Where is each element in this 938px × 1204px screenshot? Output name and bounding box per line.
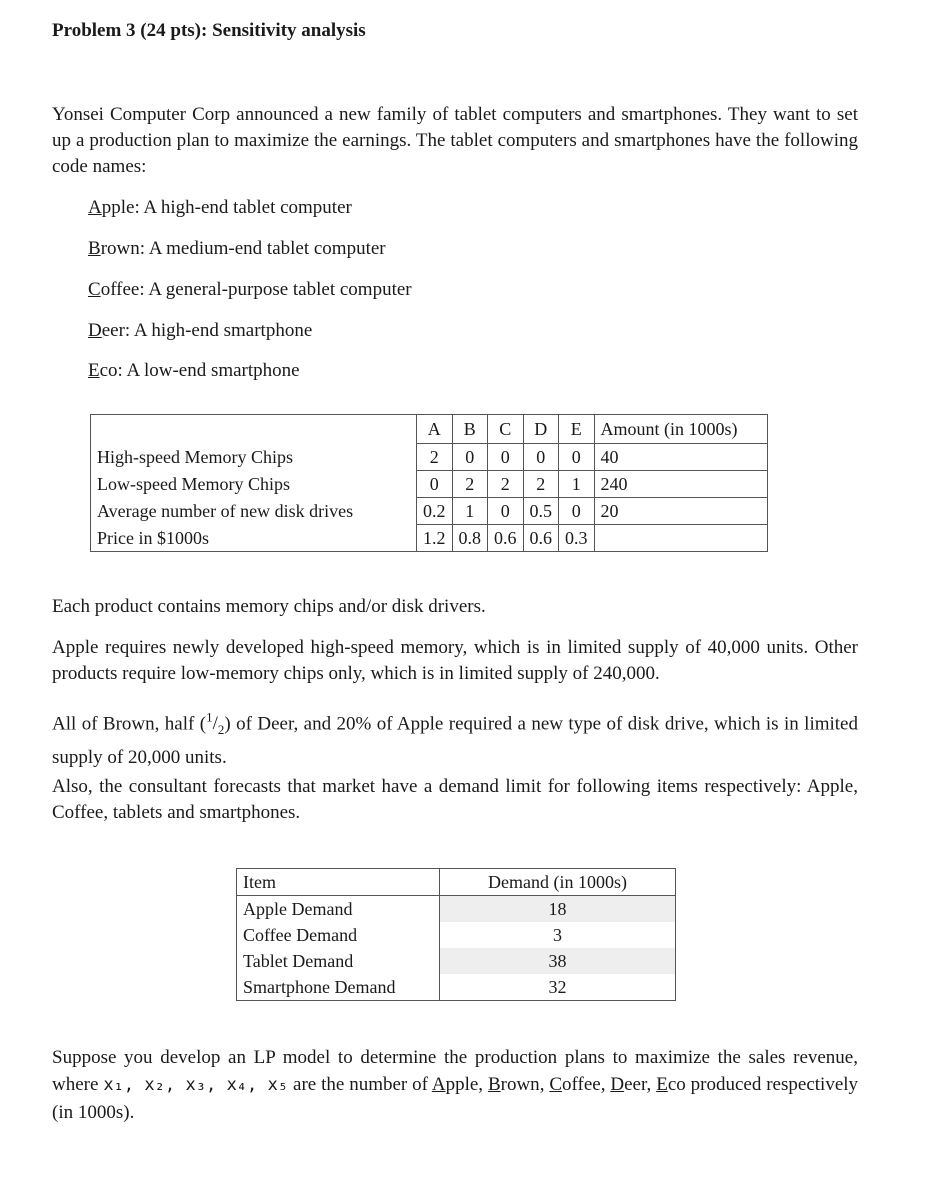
name-rest: eer — [624, 1074, 647, 1095]
cell: 2 — [417, 444, 453, 471]
table-row — [91, 525, 768, 552]
table-row — [237, 896, 676, 923]
row-label: Price in $1000s — [91, 525, 417, 552]
text-segment: ) of Deer, and 20% of Apple required a new type of disk drive, which is in limited supply of 20,000 units. — [52, 713, 858, 769]
fraction-denominator: 2 — [217, 722, 225, 738]
paragraph-demand: Also, the consultant forecasts that market have a demand limit for following items respectively: Apple, Coffee, tablets and smartphones. — [52, 776, 858, 823]
col-header: B — [452, 415, 488, 444]
product-initial: E — [88, 360, 100, 381]
half-fraction — [206, 710, 225, 738]
table-row — [91, 471, 768, 498]
product-eco — [88, 360, 300, 382]
paragraph-disk-drives — [52, 704, 858, 772]
row-label: Low-speed Memory Chips — [91, 471, 417, 498]
col-header: E — [559, 415, 595, 444]
text-segment: Suppose you develop an LP model to determine the production plans to maximize the sales revenue, where — [52, 1047, 858, 1095]
cell: 0.8 — [452, 525, 488, 552]
demand-cell: 18 — [440, 896, 676, 923]
cell: 0.3 — [559, 525, 595, 552]
demand-cell: 3 — [440, 922, 676, 948]
cell: 1 — [559, 471, 595, 498]
name-rest: offee — [562, 1074, 601, 1095]
table-row — [91, 498, 768, 525]
item-cell: Tablet Demand — [237, 948, 440, 974]
cell: 0.6 — [523, 525, 559, 552]
text-segment: produced respectively (in 1000s). — [52, 1074, 859, 1123]
col-header: C — [488, 415, 524, 444]
product-initial: D — [88, 320, 102, 341]
cell: 0 — [559, 498, 595, 525]
cell: 0 — [559, 444, 595, 471]
product-brown — [88, 238, 386, 260]
product-coffee — [88, 279, 412, 301]
row-label: Average number of new disk drives — [91, 498, 417, 525]
name-initial: B — [487, 1074, 501, 1095]
fraction-slash: / — [212, 713, 218, 735]
table-header-row — [237, 869, 676, 896]
decision-variables: x₁, x₂, x₃, x₄, x₅ — [103, 1075, 289, 1095]
fraction-numerator: 1 — [206, 710, 213, 725]
name-initial: C — [549, 1074, 563, 1095]
table-row — [91, 444, 768, 471]
cell: 0 — [488, 498, 524, 525]
cell: 1 — [452, 498, 488, 525]
amount-cell: 40 — [594, 444, 767, 471]
name-rest: pple — [445, 1074, 479, 1095]
col-header: Amount (in 1000s) — [594, 415, 767, 444]
cell: 0 — [417, 471, 453, 498]
cell: 0.6 — [488, 525, 524, 552]
col-header: Demand (in 1000s) — [440, 869, 676, 896]
demand-cell: 38 — [440, 948, 676, 974]
cell: 2 — [452, 471, 488, 498]
name-initial: E — [656, 1074, 668, 1095]
cell: 0 — [452, 444, 488, 471]
name-initial: A — [431, 1074, 446, 1095]
product-initial: C — [88, 279, 101, 300]
product-initial: A — [88, 197, 102, 218]
col-header: A — [417, 415, 453, 444]
demand-table — [236, 868, 676, 1001]
product-desc: eer: A high-end smartphone — [101, 320, 313, 341]
table-corner — [91, 415, 417, 444]
row-label: High-speed Memory Chips — [91, 444, 417, 471]
product-desc: co: A low-end smartphone — [99, 360, 300, 381]
text-segment: All of Brown, half ( — [52, 713, 207, 735]
cell: 0.5 — [523, 498, 559, 525]
table-row — [237, 948, 676, 974]
table-row — [237, 922, 676, 948]
col-header: D — [523, 415, 559, 444]
paragraph-lp-model: Suppose you develop an LP model to determine the production plans to maximize the sales revenue, where x₁, x₂, x₃, x₄, x₅ are the number of Apple, Brown, Coffee, Deer, Eco produced respectively (in 1000s). — [52, 1047, 859, 1123]
product-deer — [88, 320, 312, 342]
name-initial: D — [610, 1074, 625, 1095]
intro-paragraph: Yonsei Computer Corp announced a new family of tablet computers and smartphones. They want to set up a production plan to maximize the earnings. The tablet computers and smartphones have the following code names: — [52, 104, 858, 177]
cell: 0 — [523, 444, 559, 471]
resource-table — [90, 414, 768, 552]
paragraph-memory: Apple requires newly developed high-speed memory, which is in limited supply of 40,000 units. Other products require low-memory chips only, which is in limited supply of 240,000. — [52, 637, 858, 684]
amount-cell: 20 — [594, 498, 767, 525]
demand-cell: 32 — [440, 974, 676, 1001]
amount-cell — [594, 525, 767, 552]
cell: 2 — [488, 471, 524, 498]
name-rest: rown — [500, 1074, 540, 1095]
cell: 0.2 — [417, 498, 453, 525]
item-cell: Apple Demand — [237, 896, 440, 923]
product-desc: rown: A medium-end tablet computer — [100, 238, 386, 259]
product-apple — [88, 197, 352, 219]
text-segment: are the number of — [288, 1074, 432, 1095]
problem-title: Problem 3 (24 pts): Sensitivity analysis — [52, 20, 366, 41]
product-desc: offee: A general-purpose tablet computer — [100, 279, 412, 300]
product-initial: B — [88, 238, 101, 259]
item-cell: Smartphone Demand — [237, 974, 440, 1001]
name-rest: co — [667, 1074, 686, 1095]
cell: 2 — [523, 471, 559, 498]
product-desc: pple: A high-end tablet computer — [101, 197, 352, 218]
col-header: Item — [237, 869, 440, 896]
cell: 0 — [488, 444, 524, 471]
cell: 1.2 — [417, 525, 453, 552]
item-cell: Coffee Demand — [237, 922, 440, 948]
table-header-row — [91, 415, 768, 444]
paragraph-components: Each product contains memory chips and/or disk drivers. — [52, 596, 486, 617]
table-row — [237, 974, 676, 1001]
amount-cell: 240 — [594, 471, 767, 498]
